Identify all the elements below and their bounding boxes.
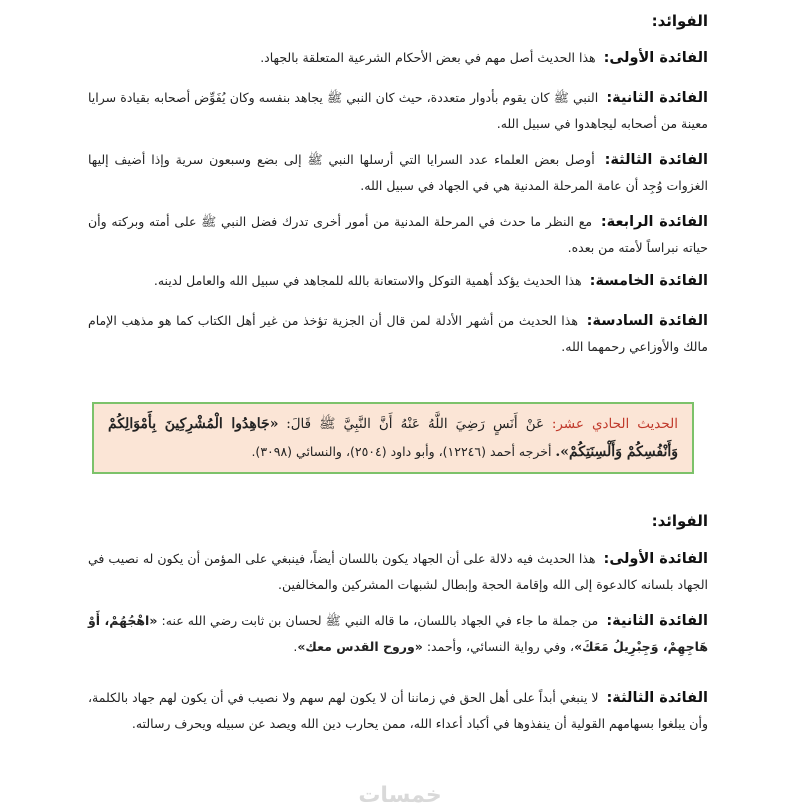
benefit-text: النبي ﷺ كان يقوم بأدوار متعددة، حيث كان النبي ﷺ يجاهد بنفسه وكان يُفَوِّض أصحابه بقيادة سرايا معينة من أصحابه ليجاهدوا في سبيل الله.	[88, 90, 708, 131]
benefit-text: هذا الحديث يؤكد أهمية التوكل والاستعانة بالله للمجاهد في سبيل الله والعامل لدينه.	[153, 273, 582, 288]
benefit-1	[88, 45, 708, 71]
benefit-text: من جملة ما جاء في الجهاد باللسان، ما قاله النبي ﷺ لحسان بن ثابت رضي الله عنه:	[161, 613, 599, 628]
benefit-label: الفائدة الرابعة:	[600, 214, 708, 230]
benefit-label: الفائدة الخامسة:	[589, 273, 708, 289]
hadith-quote: «جَاهِدُوا الْمُشْرِكِينَ بِأَمْوَالِكُمْ وَأَنْفُسِكُمْ وَأَلْسِنَتِكُمْ».	[108, 416, 678, 460]
benefit-text: هذا الحديث من أشهر الأدلة لمن قال أن الجزية تؤخذ من غير أهل الكتاب كما هو مذهب الإمام مالك والأوزاعي رحمهما الله.	[88, 313, 708, 354]
benefit-label: الفائدة الثالثة:	[604, 152, 708, 168]
section2-heading: الفوائد:	[651, 512, 708, 530]
benefit-4	[88, 209, 708, 261]
benefit-5	[88, 268, 708, 294]
benefit-text: أوصل بعض العلماء عدد السرايا التي أرسلها النبي ﷺ إلى بضع وسبعون سرية وإذا أضيف إليها الغزوات وُجِد أن عامة المرحلة المدنية هي في الجهاد في سبيل الله.	[88, 152, 708, 193]
hadith-box	[92, 402, 694, 474]
benefit-label: الفائدة الثانية:	[606, 613, 708, 629]
benefit-mid: ، وفي رواية النسائي، وأحمد:	[426, 639, 575, 654]
benefit-label: الفائدة السادسة:	[586, 313, 708, 329]
benefit-6	[88, 308, 708, 360]
benefit-text: مع النظر ما حدث في المرحلة المدنية من أمور أخرى تدرك فضل النبي ﷺ على أمته وبركته وأن حياته نبراساً لأمته من بعده.	[88, 214, 708, 255]
benefit-label: الفائدة الأولى:	[603, 50, 708, 66]
watermark-logo: خمسات	[358, 783, 442, 808]
benefit-label: الفائدة الثالثة:	[606, 690, 708, 706]
benefit2-1	[88, 546, 708, 598]
benefit-text: هذا الحديث فيه دلالة على أن الجهاد يكون باللسان أيضاً، فينبغي على المؤمن أن يكون له نصيب في الجهاد بلسانه كالدعوة إلى الله وإقامة الحجة وإبطال لشبهات المشركين والمخالفين.	[88, 551, 708, 592]
benefit-label: الفائدة الثانية:	[606, 90, 708, 106]
section1-heading: الفوائد:	[651, 12, 708, 30]
quote-hujhum: «اهْجُهُمْ، أَوْ هَاجِهِمْ، وَجِبْرِيلُ مَعَكَ»	[88, 613, 708, 654]
quote-ruh-alqudus: «وروح القدس معك»	[297, 639, 423, 654]
benefit2-2	[88, 608, 708, 660]
benefit-label: الفائدة الأولى:	[603, 551, 708, 567]
benefit-text: لا ينبغي أبداً على أهل الحق في زماننا أن لا يكون لهم سهم ولا نصيب في أن يكون لهم جهاد بالكلمة، وأن يبلغوا بسهامهم القولية أن ينفذوها في أكباد أعداء الله، ممن يحارب دين الله ويصد عن سبيله ويحرف رسالته.	[88, 690, 708, 731]
hadith-narration: عَنْ أَنَسٍ رَضِيَ اللَّهُ عَنْهُ أَنَّ النَّبِيَّ ﷺ قَالَ:	[286, 416, 545, 432]
benefit-end: .	[293, 639, 298, 654]
benefit2-3	[88, 685, 708, 737]
benefit-2	[88, 85, 708, 137]
benefit-text: هذا الحديث أصل مهم في بعض الأحكام الشرعية المتعلقة بالجهاد.	[260, 50, 596, 65]
benefit-3	[88, 147, 708, 199]
hadith-title: الحديث الحادي عشر:	[551, 416, 678, 432]
hadith-source: أخرجه أحمد (١٢٢٤٦)، وأبو داود (٢٥٠٤)، والنسائي (٣٠٩٨).	[251, 444, 552, 459]
